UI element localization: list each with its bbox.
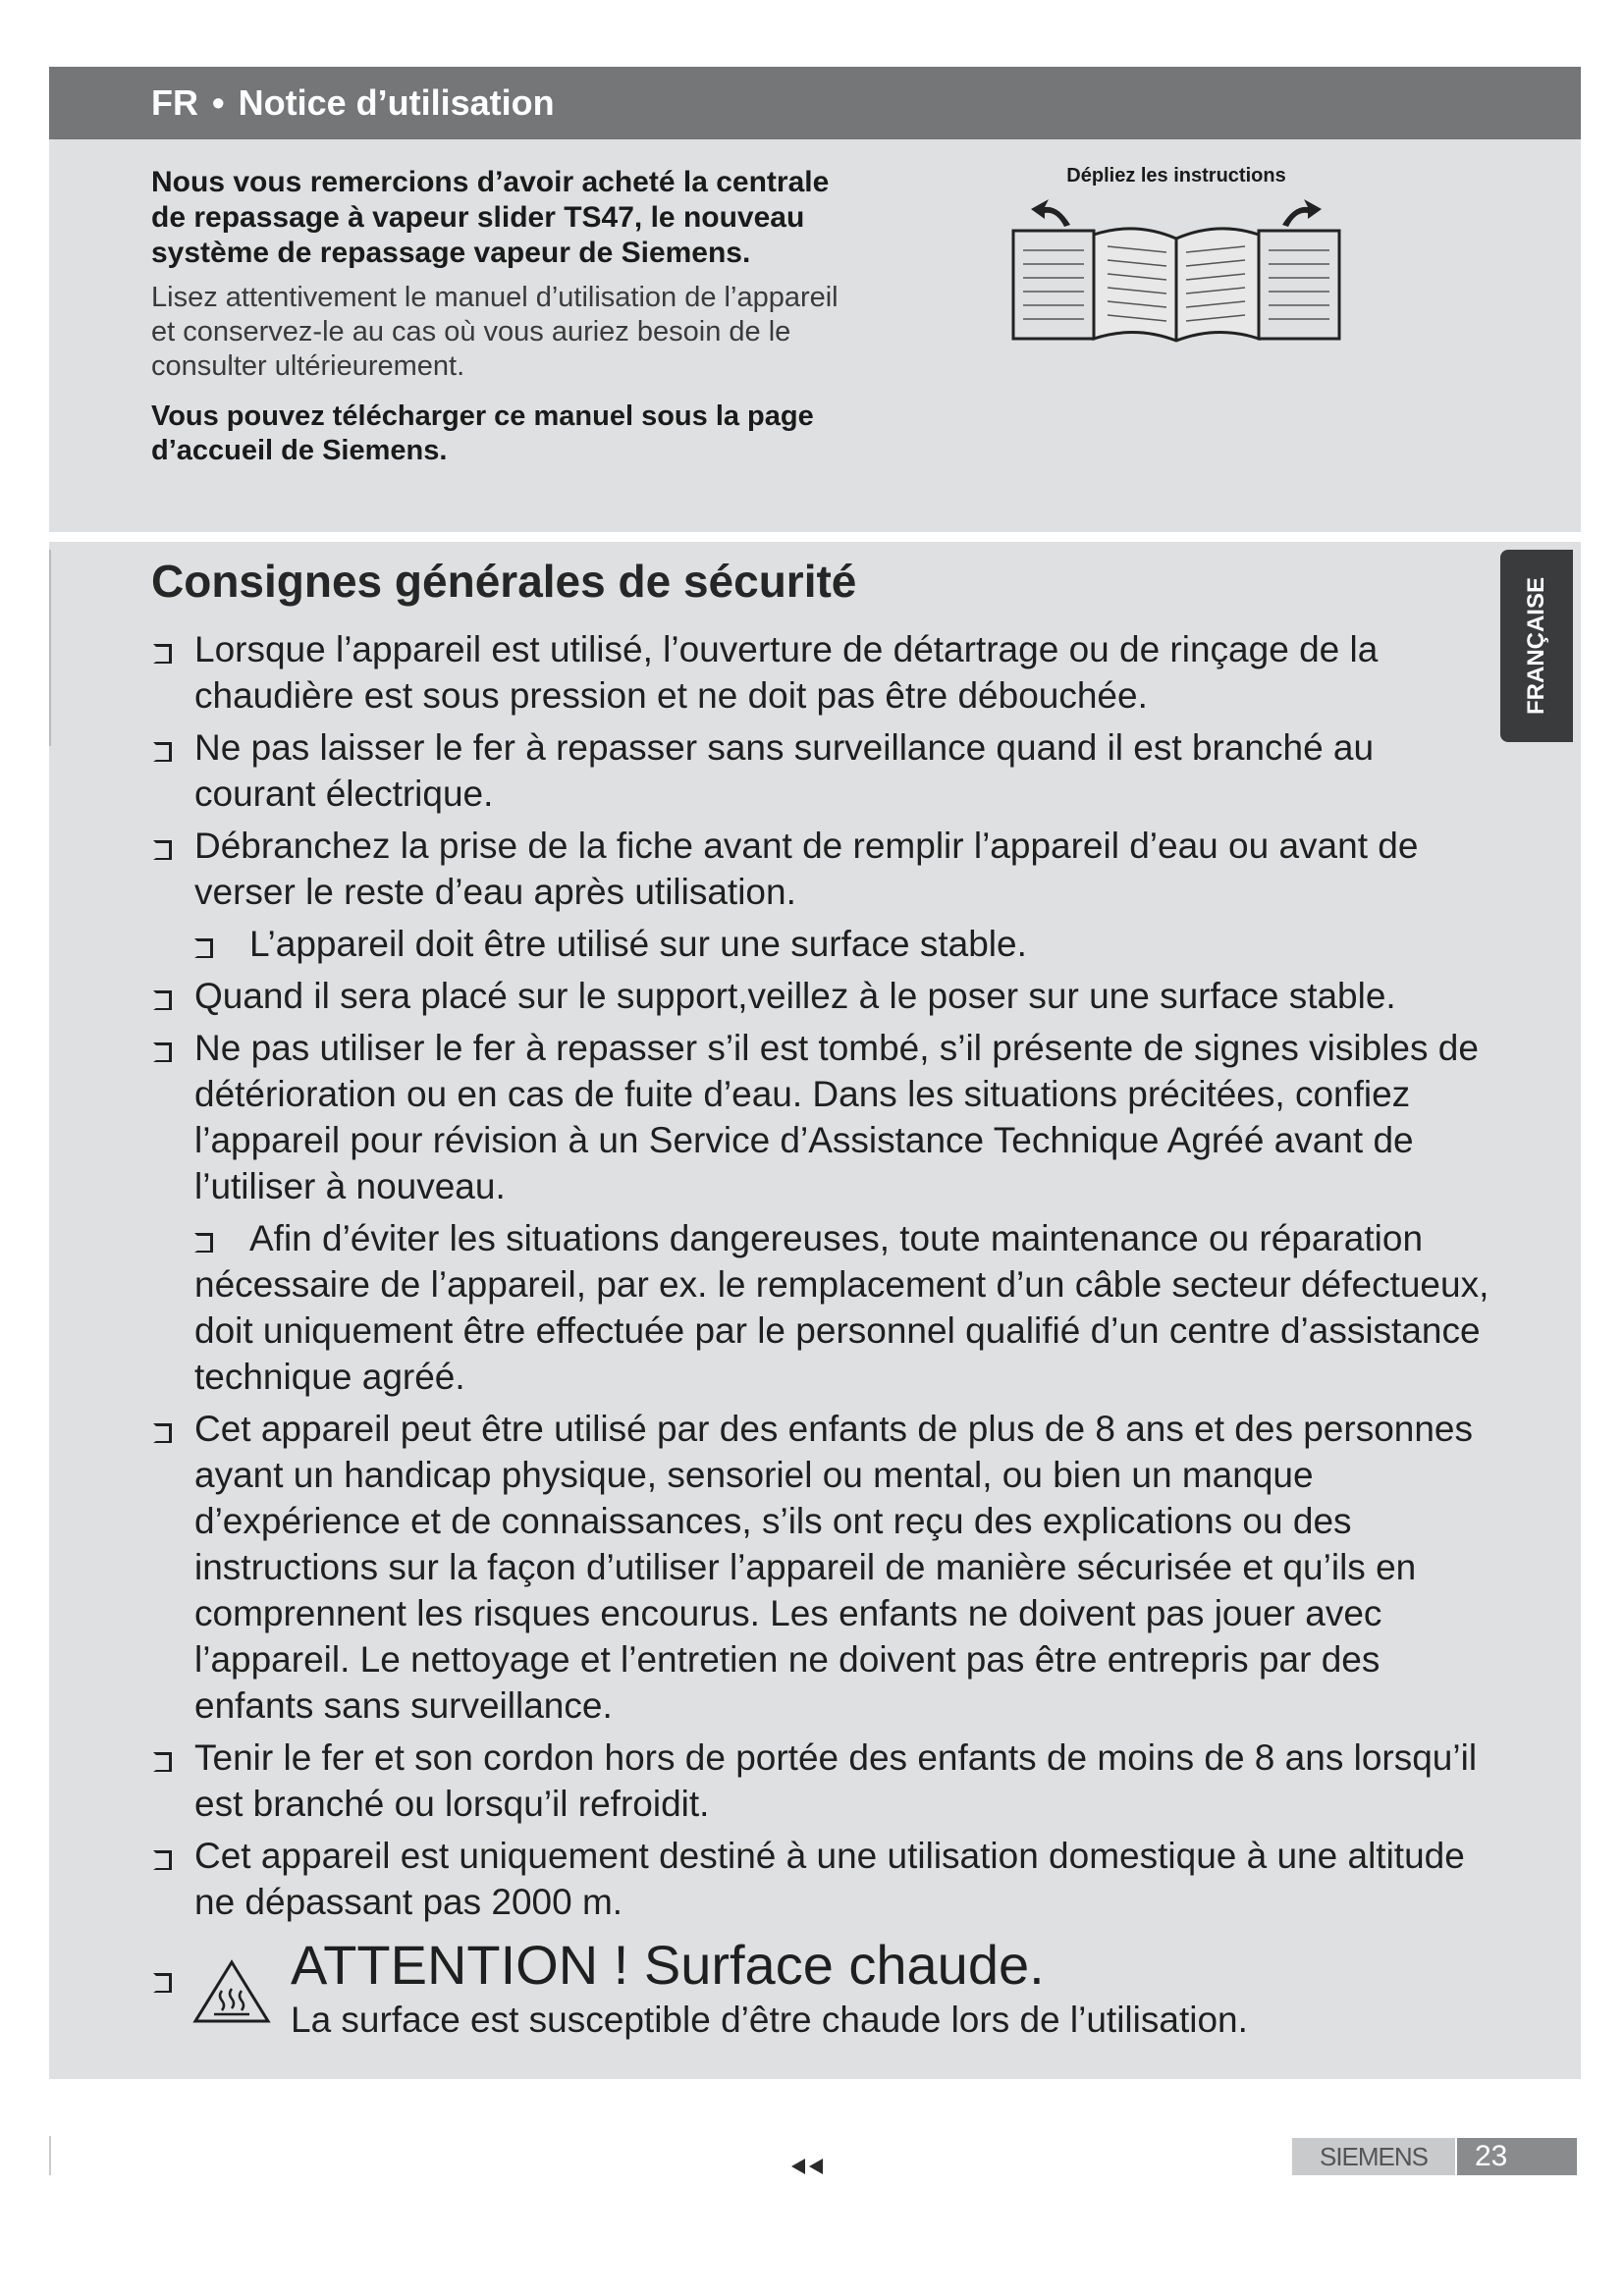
- safety-item: Ne pas laisser le fer à repasser sans surveillance quand il est branché au courant électrique.: [147, 724, 1492, 817]
- footer-left-tick: [49, 2136, 51, 2175]
- intro-text: [151, 165, 839, 468]
- safety-item: Afin d’éviter les situations dangereuses, toute maintenance ou réparation nécessaire de l’appareil, par ex. le remplacement d’un câble secteur défectueux, doit uniquement être effectuée par le personnel qualifié d’un centre d’assistance technique agréé.: [194, 1218, 1489, 1397]
- header-separator: •: [212, 82, 225, 123]
- language-side-tab-label: FRANÇAISE: [1523, 576, 1549, 716]
- safety-item: L’appareil doit être utilisé sur une surface stable.: [147, 921, 1492, 967]
- checkbox-bullet-icon: [194, 1233, 213, 1253]
- warning-text: La surface est susceptible d’être chaude lors de l’utilisation.: [291, 2000, 1248, 2040]
- checkbox-bullet-icon: [194, 938, 213, 958]
- checkbox-bullet-icon: [153, 1752, 172, 1772]
- intro-read-manual: Lisez attentivement le manuel d’utilisation de l’appareil et conservez-le au cas où vous auriez besoin de le consulter ultérieurement.: [151, 282, 839, 382]
- checkbox-bullet-icon: [153, 1850, 172, 1870]
- intro-section: [49, 139, 1581, 532]
- hot-surface-warning-icon: [192, 1959, 271, 2024]
- unfold-instructions: [980, 165, 1373, 347]
- intro-thanks: Nous vous remercions d’avoir acheté la centrale de repassage à vapeur slider TS47, le nouveau système de repassage vapeur de Siemens.: [151, 166, 830, 269]
- page-header: [49, 67, 1581, 139]
- unfold-label: Dépliez les instructions: [1066, 165, 1286, 187]
- warning-title: ATTENTION ! Surface chaude.: [291, 1934, 1045, 1996]
- safety-list: [147, 626, 1492, 1931]
- left-margin-line: [49, 550, 51, 746]
- safety-item: Ne pas utiliser le fer à repasser s’il est tombé, s’il présente de signes visibles de détérioration ou en cas de fuite d’eau. Dans les situations précitées, confiez l’appareil pour révision à un Service d’Assistance Technique Agréé avant de l’utiliser à nouveau.: [147, 1025, 1492, 1209]
- checkbox-bullet-icon: [153, 1973, 172, 1993]
- previous-page-arrows-icon: [791, 2156, 831, 2177]
- page-number: 23: [1457, 2138, 1577, 2175]
- checkbox-bullet-icon: [153, 1423, 172, 1443]
- brand-label: SIEMENS: [1292, 2138, 1455, 2175]
- language-side-tab: [1500, 550, 1573, 742]
- language-code: FR: [151, 82, 198, 123]
- checkbox-bullet-icon: [153, 990, 172, 1010]
- safety-item: Débranchez la prise de la fiche avant de remplir l’appareil d’eau ou avant de verser le reste d’eau après utilisation.: [147, 823, 1492, 915]
- header-title: Notice d’utilisation: [238, 82, 555, 123]
- checkbox-bullet-icon: [153, 742, 172, 762]
- safety-title: Consignes générales de sécurité: [151, 556, 857, 607]
- checkbox-bullet-icon: [153, 1042, 172, 1062]
- safety-item: Lorsque l’appareil est utilisé, l’ouverture de détartrage ou de rinçage de la chaudière est sous pression et ne doit pas être débouchée.: [147, 626, 1492, 719]
- safety-item: Cet appareil peut être utilisé par des enfants de plus de 8 ans et des personnes ayant un handicap physique, sensoriel ou mental, ou bien un manque d’expérience et de connaissances, s’ils ont reçu des explications ou des instructions sur la façon d’utiliser l’appareil de manière sécurisée et qu’ils en comprennent les risques encourus. Les enfants ne doivent pas jouer avec l’appareil. Le nettoyage et l’entretien ne doivent pas être entrepris par des enfants sans surveillance.: [147, 1406, 1492, 1729]
- hot-surface-warning: [147, 1934, 1502, 2042]
- safety-item: Cet appareil est uniquement destiné à une utilisation domestique à une altitude ne dépassant pas 2000 m.: [147, 1833, 1492, 1925]
- safety-item: Quand il sera placé sur le support,veillez à le poser sur une surface stable.: [147, 973, 1492, 1019]
- checkbox-bullet-icon: [153, 644, 172, 664]
- safety-item: Tenir le fer et son cordon hors de portée des enfants de moins de 8 ans lorsqu’il est branché ou lorsqu’il refroidit.: [147, 1735, 1492, 1827]
- checkbox-bullet-icon: [153, 840, 172, 860]
- unfold-booklet-icon: [1009, 195, 1343, 343]
- intro-download: Vous pouvez télécharger ce manuel sous la page d’accueil de Siemens.: [151, 400, 814, 466]
